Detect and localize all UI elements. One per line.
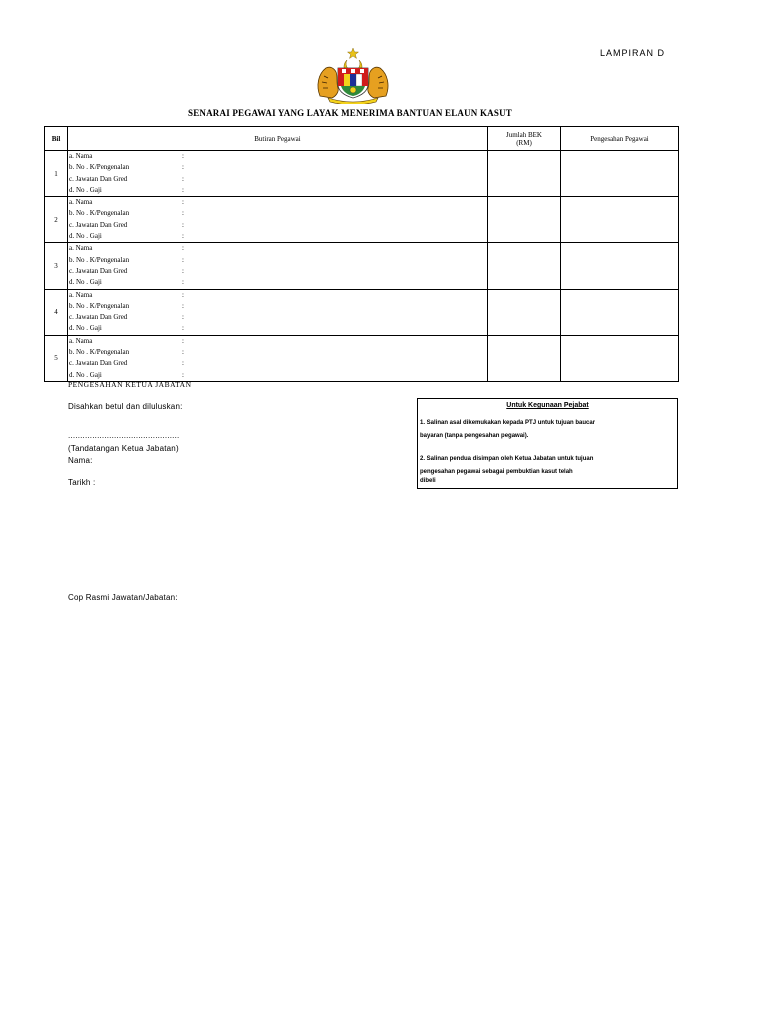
officer-details-cell[interactable] — [68, 151, 488, 197]
detail-field-colon: : — [182, 232, 184, 241]
detail-field — [69, 185, 487, 196]
verification-cell[interactable] — [561, 197, 679, 243]
column-header-jumlah-line1: Jumlah BEK — [506, 130, 542, 139]
date-label: Tarikh : — [68, 478, 96, 487]
office-note-1-line-2: bayaran (tanpa pengesahan pegawai). — [420, 433, 529, 439]
detail-field-label: a. Nama — [69, 336, 93, 345]
detail-field-label: c. Jawatan Dan Gred — [69, 174, 128, 183]
office-note-2-line-2: pengesahan pegawai sebagai pembuktian kasut telah — [420, 469, 573, 475]
row-number: 4 — [45, 289, 68, 335]
detail-field — [69, 151, 487, 162]
table-row — [45, 289, 679, 335]
detail-field-colon: : — [182, 278, 184, 287]
detail-field — [69, 336, 487, 347]
staff-table — [44, 126, 679, 382]
officer-details-cell[interactable] — [68, 243, 488, 289]
detail-field-colon: : — [182, 244, 184, 253]
stamp-label: Cop Rasmi Jawatan/Jabatan: — [68, 593, 178, 602]
officer-details-cell[interactable] — [68, 197, 488, 243]
lampiran-label: LAMPIRAN D — [600, 48, 666, 58]
detail-field-colon: : — [182, 359, 184, 368]
detail-field-colon: : — [182, 255, 184, 264]
detail-field — [69, 358, 487, 369]
detail-field-colon: : — [182, 370, 184, 379]
detail-field-label: a. Nama — [69, 152, 93, 160]
verification-cell[interactable] — [561, 335, 679, 381]
signature-line[interactable]: .............................................. — [68, 431, 180, 440]
detail-field-colon: : — [182, 266, 184, 275]
row-number: 2 — [45, 197, 68, 243]
detail-field — [69, 220, 487, 231]
detail-field — [69, 277, 487, 288]
detail-field-label: c. Jawatan Dan Gred — [69, 313, 128, 322]
coat-of-arms-icon — [314, 46, 392, 104]
office-use-box — [417, 398, 678, 489]
row-number: 1 — [45, 151, 68, 197]
signature-caption: (Tandatangan Ketua Jabatan) — [68, 444, 179, 453]
verification-cell[interactable] — [561, 151, 679, 197]
detail-field-label: d. No . Gaji — [69, 185, 102, 194]
office-note-2-line-1: 2. Salinan pendua disimpan oleh Ketua Jabatan untuk tujuan — [420, 456, 594, 462]
detail-field — [69, 162, 487, 173]
office-note-2-line-3: dibeli — [420, 478, 436, 484]
detail-field — [69, 208, 487, 219]
amount-cell[interactable] — [488, 335, 561, 381]
detail-field-colon: : — [182, 220, 184, 229]
detail-field — [69, 231, 487, 242]
detail-field — [69, 290, 487, 301]
detail-field — [69, 323, 487, 334]
table-row — [45, 335, 679, 381]
detail-field — [69, 347, 487, 358]
detail-field — [69, 197, 487, 208]
table-row — [45, 197, 679, 243]
office-use-title: Untuk Kegunaan Pejabat — [506, 402, 589, 409]
office-note-1-line-1: 1. Salinan asal dikemukakan kepada PTJ untuk tujuan baucar — [420, 420, 596, 426]
column-header-jumlah-line2: (RM) — [516, 138, 532, 147]
column-header-jumlah — [488, 127, 561, 151]
form-title: SENARAI PEGAWAI YANG LAYAK MENERIMA BANTUAN ELAUN KASUT — [188, 108, 512, 118]
certified-label: Disahkan betul dan diluluskan: — [68, 402, 183, 411]
detail-field-colon: : — [182, 198, 184, 207]
detail-field-label: b. No . K/Pengenalan — [69, 163, 130, 172]
detail-field-colon: : — [182, 185, 184, 194]
name-label: Nama: — [68, 456, 93, 465]
detail-field-colon: : — [182, 348, 184, 357]
detail-field-label: b. No . K/Pengenalan — [69, 348, 130, 357]
column-header-bil: Bil — [45, 127, 68, 151]
detail-field-colon: : — [182, 324, 184, 333]
row-number: 3 — [45, 243, 68, 289]
amount-cell[interactable] — [488, 151, 561, 197]
detail-field-label: d. No . Gaji — [69, 370, 102, 379]
verification-cell[interactable] — [561, 243, 679, 289]
detail-field-colon: : — [182, 174, 184, 183]
detail-field — [69, 266, 487, 277]
detail-field-label: c. Jawatan Dan Gred — [69, 220, 128, 229]
detail-field-label: b. No . K/Pengenalan — [69, 255, 130, 264]
detail-field-colon: : — [182, 313, 184, 322]
table-row — [45, 243, 679, 289]
detail-field-label: a. Nama — [69, 198, 93, 207]
detail-field-colon: : — [182, 301, 184, 310]
signature-heading: PENGESAHAN KETUA JABATAN — [68, 380, 192, 389]
table-header-row — [45, 127, 679, 151]
detail-field-label: a. Nama — [69, 244, 93, 253]
detail-field-colon: : — [182, 163, 184, 172]
detail-field-label: d. No . Gaji — [69, 232, 102, 241]
detail-field — [69, 243, 487, 254]
detail-field — [69, 312, 487, 323]
detail-field-label: d. No . Gaji — [69, 324, 102, 333]
detail-field-colon: : — [182, 290, 184, 299]
column-header-butiran: Butiran Pegawai — [68, 127, 488, 151]
amount-cell[interactable] — [488, 289, 561, 335]
detail-field — [69, 255, 487, 266]
detail-field-label: d. No . Gaji — [69, 278, 102, 287]
column-header-pengesahan: Pengesahan Pegawai — [561, 127, 679, 151]
detail-field-colon: : — [182, 209, 184, 218]
detail-field-label: b. No . K/Pengenalan — [69, 209, 130, 218]
detail-field-colon: : — [182, 152, 184, 160]
verification-cell[interactable] — [561, 289, 679, 335]
detail-field — [69, 301, 487, 312]
amount-cell[interactable] — [488, 243, 561, 289]
detail-field-colon: : — [182, 336, 184, 345]
detail-field-label: c. Jawatan Dan Gred — [69, 266, 128, 275]
detail-field — [69, 174, 487, 185]
detail-field-label: b. No . K/Pengenalan — [69, 301, 130, 310]
officer-details-cell[interactable] — [68, 335, 488, 381]
detail-field-label: a. Nama — [69, 290, 93, 299]
amount-cell[interactable] — [488, 197, 561, 243]
table-row — [45, 151, 679, 197]
detail-field-label: c. Jawatan Dan Gred — [69, 359, 128, 368]
officer-details-cell[interactable] — [68, 289, 488, 335]
row-number: 5 — [45, 335, 68, 381]
